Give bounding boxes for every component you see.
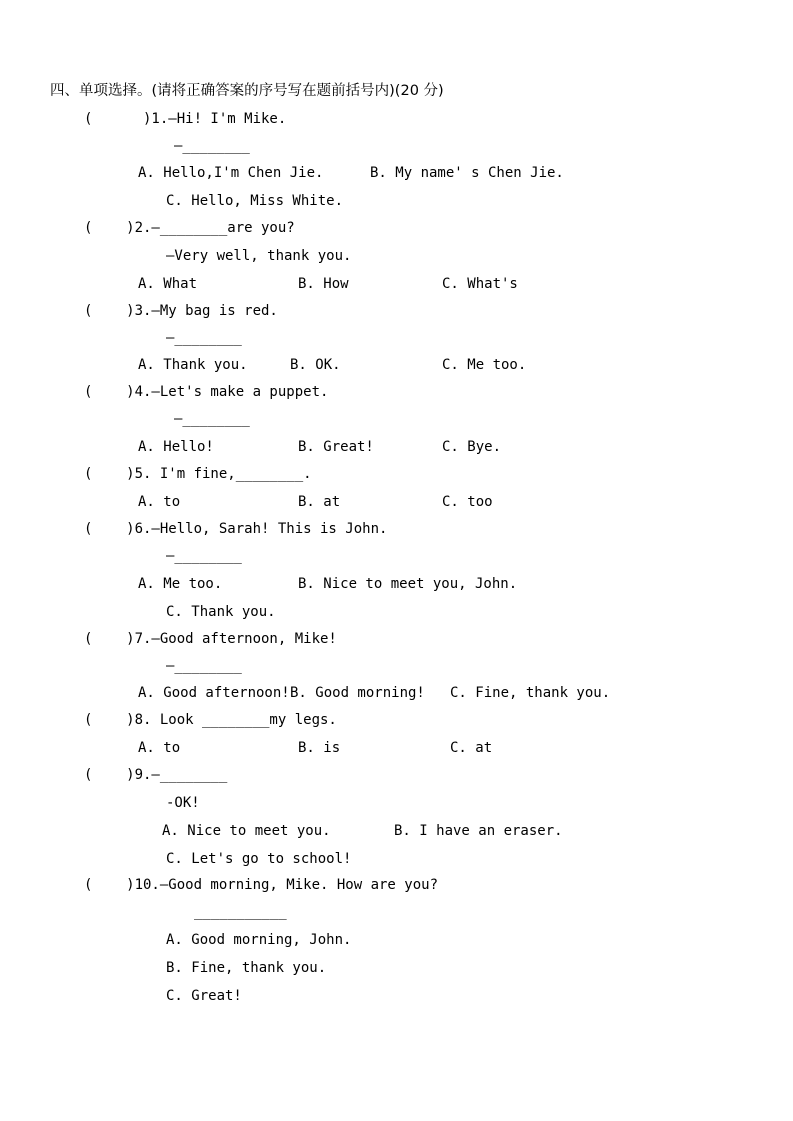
question-7-option-c: C. Fine, thank you.	[450, 685, 611, 701]
section-title: 四、单项选择。(请将正确答案的序号写在题前括号内)(20 分)	[50, 83, 444, 99]
question-2-response: —Very well, thank you.	[166, 248, 352, 264]
question-8-stem: ( )8. Look ________my legs.	[84, 712, 337, 728]
question-4-option-c: C. Bye.	[442, 439, 502, 455]
question-8-option-b: B. is	[298, 740, 341, 756]
question-9-stem: ( )9.—________	[84, 767, 228, 783]
question-6-stem: ( )6.—Hello, Sarah! This is John.	[84, 521, 388, 537]
question-7-response: —________	[166, 658, 242, 674]
question-9-option-a: A. Nice to meet you.	[162, 823, 331, 839]
question-4-stem: ( )4.—Let's make a puppet.	[84, 384, 329, 400]
question-4-response: —________	[174, 411, 250, 427]
question-5-option-a: A. to	[138, 494, 181, 510]
question-1-option-b: B. My name' s Chen Jie.	[370, 165, 564, 181]
question-7-stem: ( )7.—Good afternoon, Mike!	[84, 631, 337, 647]
question-3-option-a: A. Thank you.	[138, 357, 248, 373]
question-7-option-a: A. Good afternoon!	[138, 685, 290, 701]
question-9-option-b: B. I have an eraser.	[394, 823, 563, 839]
question-4-option-a: A. Hello!	[138, 439, 214, 455]
question-1-option-c: C. Hello, Miss White.	[166, 193, 344, 209]
question-5-stem: ( )5. I'm fine,________.	[84, 466, 312, 482]
question-6-option-a: A. Me too.	[138, 576, 223, 592]
question-3-stem: ( )3.—My bag is red.	[84, 303, 278, 319]
question-6-option-c: C. Thank you.	[166, 604, 276, 620]
question-1-stem: ( )1.—Hi! I'm Mike.	[84, 111, 287, 127]
question-6-option-b: B. Nice to meet you, John.	[298, 576, 518, 592]
question-3-option-b: B. OK.	[290, 357, 341, 373]
question-10-option-b: B. Fine, thank you.	[166, 960, 327, 976]
question-1-response: —________	[174, 138, 250, 154]
question-5-option-b: B. at	[298, 494, 341, 510]
question-10-stem: ( )10.—Good morning, Mike. How are you?	[84, 877, 439, 893]
question-8-option-c: C. at	[450, 740, 493, 756]
question-1-option-a: A. Hello,I'm Chen Jie.	[138, 165, 324, 181]
question-3-option-c: C. Me too.	[442, 357, 527, 373]
question-10-option-c: C. Great!	[166, 988, 242, 1004]
question-4-option-b: B. Great!	[298, 439, 374, 455]
question-2-stem: ( )2.—________are you?	[84, 220, 295, 236]
question-2-option-a: A. What	[138, 276, 198, 292]
question-10-option-a: A. Good morning, John.	[166, 932, 352, 948]
question-7-option-b: B. Good morning!	[290, 685, 425, 701]
question-9-response: -OK!	[166, 795, 200, 811]
question-3-response: —________	[166, 330, 242, 346]
question-10-response: ___________	[194, 904, 287, 920]
question-2-option-c: C. What's	[442, 276, 518, 292]
question-6-response: —________	[166, 548, 242, 564]
question-5-option-c: C. too	[442, 494, 493, 510]
question-2-option-b: B. How	[298, 276, 349, 292]
question-8-option-a: A. to	[138, 740, 181, 756]
question-9-option-c: C. Let's go to school!	[166, 851, 352, 867]
